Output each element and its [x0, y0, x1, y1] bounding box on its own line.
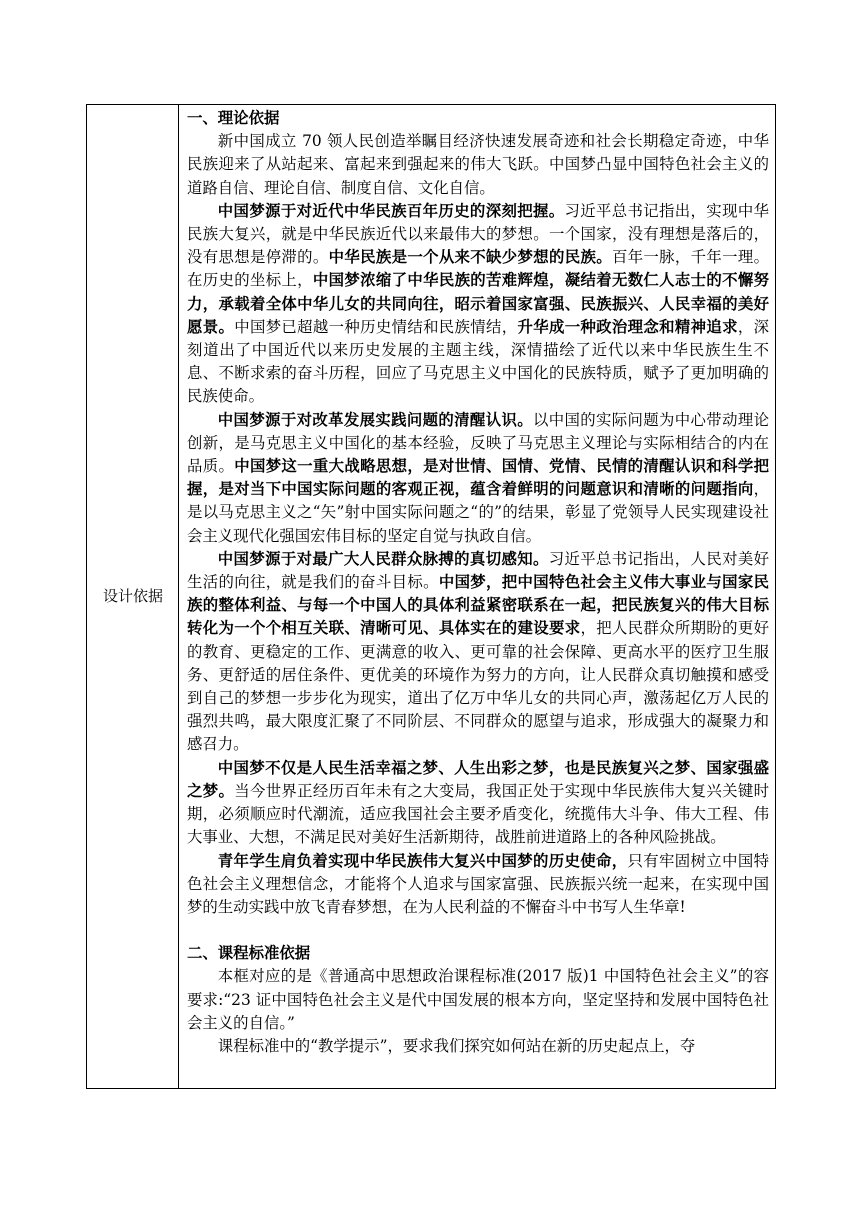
paragraph-1: 新中国成立 70 领人民创造举瞩目经济快速发展奇迹和社会长期稳定奇迹，中华民族迎来了从站起来、富起来到强起来的伟大飞跃。中国梦凸显中国特色社会主义的道路自信、理论自信、制度自信、文化自信。 — [187, 132, 769, 197]
paragraph-4: 中国梦源于对最广大人民群众脉搏的真切感知。习近平总书记指出，人民对美好生活的向往，就是我们的奋斗目标。中国梦，把中国特色社会主义伟大事业与国家民族的整体利益、与每一个中国人的具体利益紧密联系在一起，把民族复兴的伟大目标转化为一个个相互关联、清晰可见、具体实在的建设要求，把人民群众所期盼的更好的教育、更稳定的工作、更满意的收入、更可靠的社会保障、更高水平的医疗卫生服务、更舒适的居住条件、更优美的环境作为努力的方向，让人民群众真切触摸和感受到自己的梦想一步步化为现实，道出了亿万中华儿女的共同心声，激荡起亿万人民的强烈共鸣，最大限度汇聚了不同阶层、不同群众的愿望与追求，形成强大的凝聚力和感召力。 — [187, 549, 769, 754]
paragraph-3: 中国梦源于对改革发展实践问题的清醒认识。以中国的实际问题为中心带动理论创新，是马克思主义中国化的基本经验，反映了马克思主义理论与实际相结合的内在品质。中国梦这一重大战略思想，是对世情、国情、党情、民情的清醒认识和科学把握，是对当下中国实际问题的客观正视，蕴含着鲜明的问题意识和清晰的问题指向，是以马克思主义之“矢”射中国实际问题之“的”的结果，彰显了党领导人民实现建设社会主义现代化强国宏伟目标的坚定自觉与执政自信。 — [187, 410, 769, 545]
paragraph-5: 中国梦不仅是人民生活幸福之梦、人生出彩之梦，也是民族复兴之梦、国家强盛之梦。当今世界正经历百年未有之大变局，我国正处于实现中华民族伟大复兴关键时期，必须顺应时代潮流，适应我国社会主要矛盾变化，统揽伟大斗争、伟大工程、伟大事业、大想，不满足民对美好生活新期待，战胜前进道路上的各种风险挑战。 — [187, 758, 769, 847]
paragraph-2: 中国梦源于对近代中华民族百年历史的深刻把握。习近平总书记指出，实现中华民族大复兴，就是中华民族近代以来最伟大的梦想。一个国家，没有理想是落后的，没有思想是停滞的。中华民族是一个从来不缺少梦想的民族。百年一脉，千年一理。在历史的坐标上，中国梦浓缩了中华民族的苦难辉煌，凝结着无数仁人志士的不懈努力，承载着全体中华儿女的共同向往，昭示着国家富强、民族振兴、人民幸福的美好愿景。中国梦已超越一种历史情结和民族情结，升华成一种政治理念和精神追求，深刻道出了中国近代以来历史发展的主题主线，深情描绘了近代以来中华民族生生不息、不断求索的奋斗历程，回应了马克思主义中国化的民族特质，赋予了更加明确的民族使命。 — [187, 201, 769, 406]
row-label-cell — [87, 105, 179, 1088]
section-heading-curriculum: 二、课程标准依据 — [187, 944, 311, 963]
content-cell — [179, 105, 775, 1088]
paragraph-6: 青年学生肩负着实现中华民族伟大复兴中国梦的历史使命，只有牢固树立中国特色社会主义理想信念，才能将个人追求与国家富强、民族振兴统一起来，在实现中国梦的生动实践中放飞青春梦想，在为人民利益的不懈奋斗中书写人生华章! — [187, 851, 769, 916]
section-heading-theory: 一、理论依据 — [187, 109, 280, 127]
section-gap — [187, 919, 769, 942]
paragraph-curriculum-1: 本框对应的是《普通高中思想政治课程标准(2017 版)1 中国特色社会主义”的容要求:“23 证中国特色社会主义是代中国发展的根本方向，坚定坚持和发展中国特色社会主义的自信。” — [187, 967, 769, 1032]
row-label: 设计依据 — [102, 587, 163, 605]
design-basis-table — [86, 104, 776, 1089]
paragraph-curriculum-2: 课程标准中的“教学提示”，要求我们探究如何站在新的历史起点上，夺 — [217, 1036, 696, 1055]
